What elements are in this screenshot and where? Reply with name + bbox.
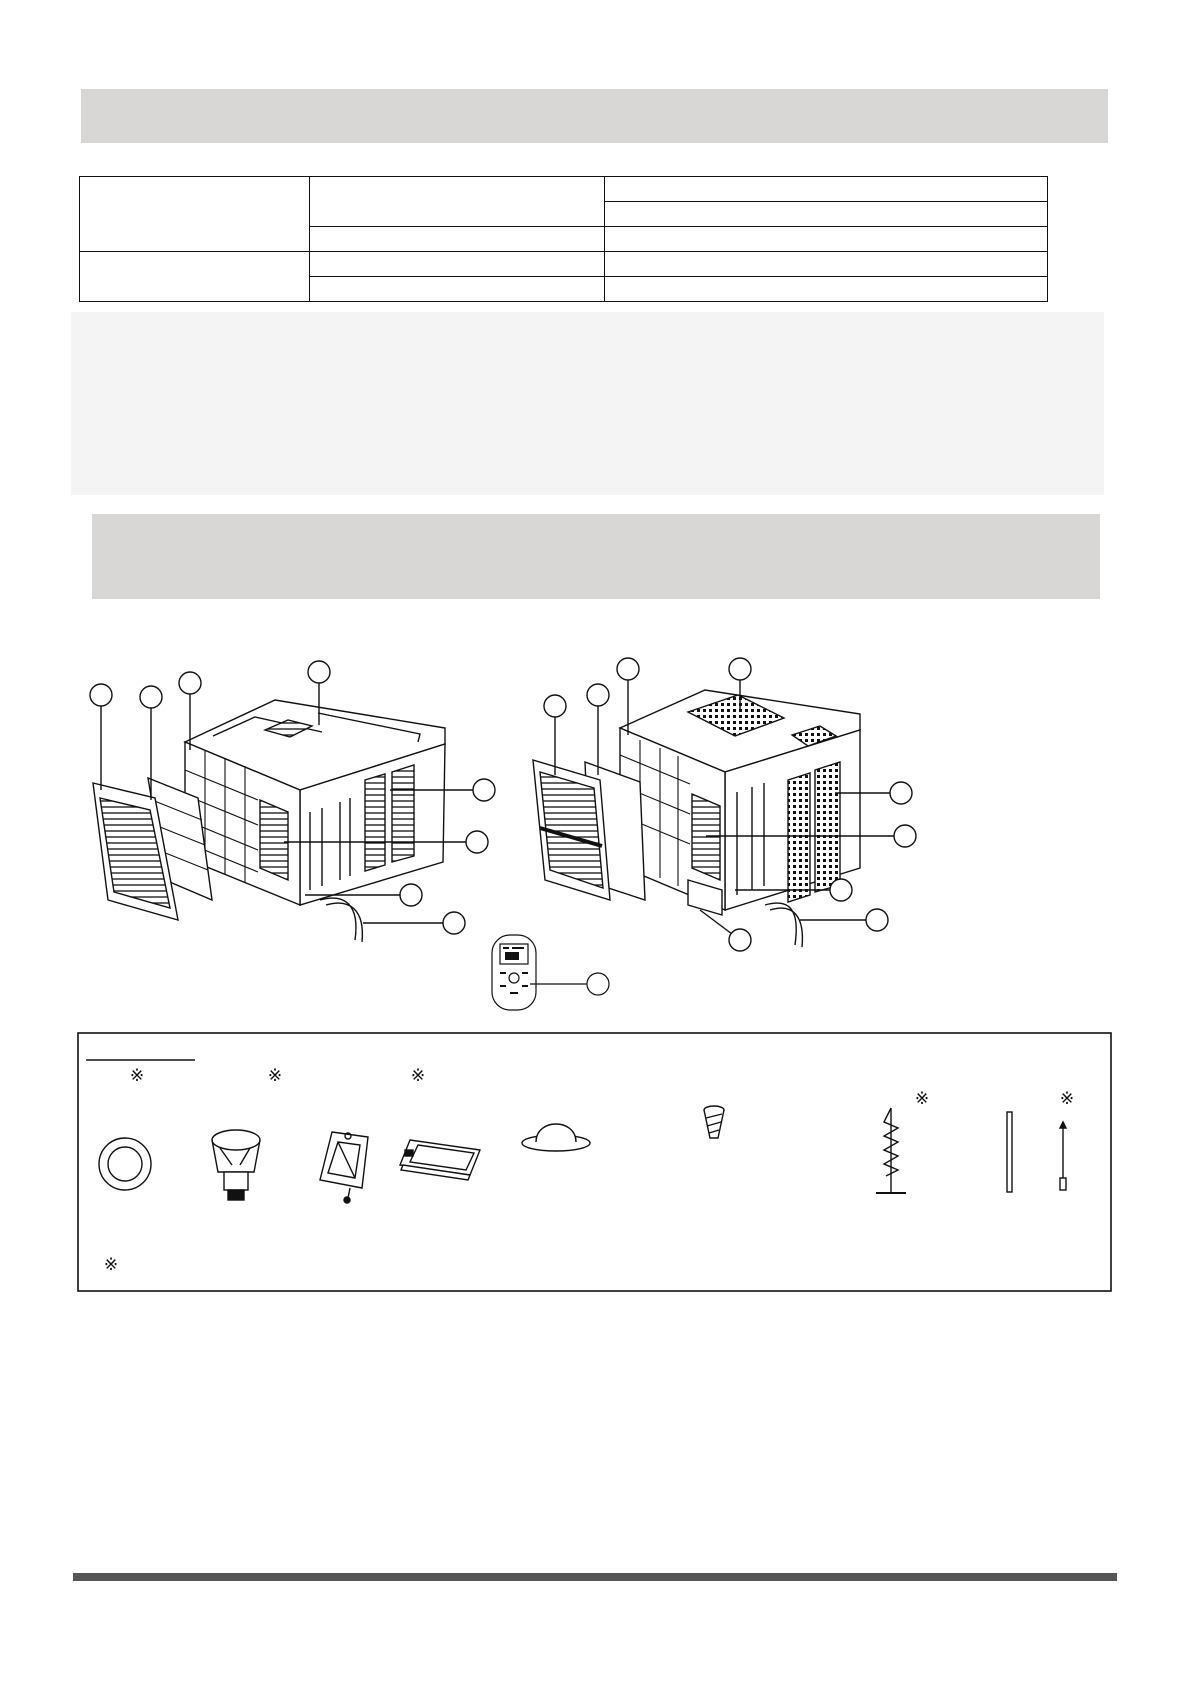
sealing-ring-icon (99, 1138, 151, 1190)
drain-joint-icon (212, 1130, 260, 1200)
optional-mark: ※ (1059, 1089, 1075, 1109)
rubber-cushion-icon (522, 1124, 590, 1151)
tapping-screw-icon (704, 1106, 724, 1138)
pin-icon (1060, 1122, 1066, 1190)
optional-mark: ※ (410, 1066, 426, 1086)
remote-holder-icon (400, 1140, 480, 1180)
footnote-mark: ※ (103, 1255, 119, 1275)
optional-mark: ※ (914, 1089, 930, 1109)
mounting-bracket-icon (320, 1132, 368, 1203)
accessories-frame (78, 1033, 1111, 1291)
optional-mark: ※ (267, 1066, 283, 1086)
footer-rule (73, 1573, 1117, 1581)
optional-mark: ※ (129, 1066, 145, 1086)
seal-strip-icon (1007, 1112, 1012, 1192)
expansion-anchor-icon (876, 1108, 906, 1193)
